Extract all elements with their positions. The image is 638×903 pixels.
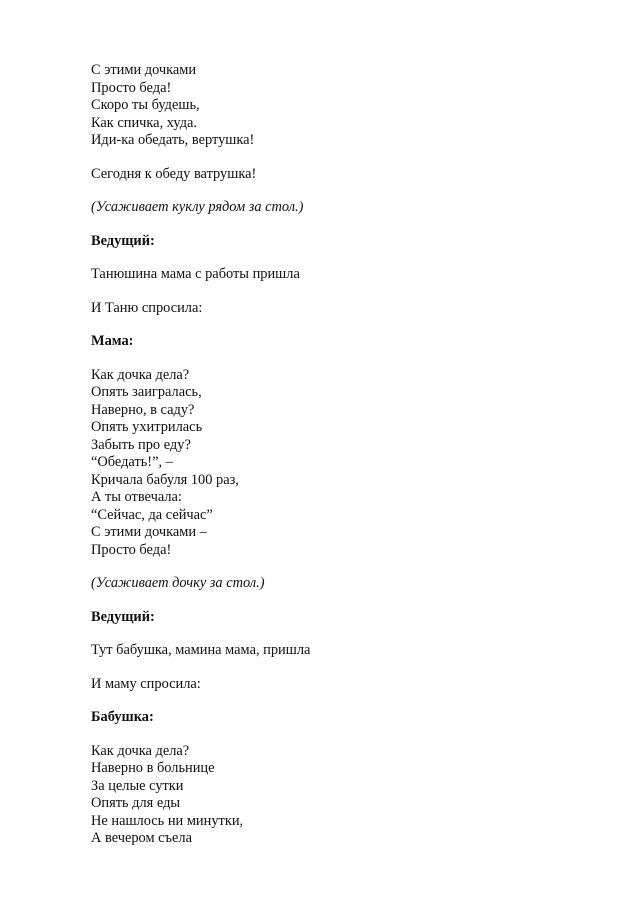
stage-direction: (Усаживает дочку за стол.) [91,575,265,591]
verse-line: Опять для еды [91,795,181,811]
narration-line: Танюшина мама с работы пришла [91,266,300,282]
speaker-label-mama: Мама: [91,333,134,349]
narration-line: Тут бабушка, мамина мама, пришла [91,642,311,658]
speaker-label-host: Ведущий: [91,232,155,249]
verse-line: Как спичка, худа. [91,114,198,131]
stage-direction: (Усаживает куклу рядом за стол.) [91,199,304,215]
narration-line: И маму спросила: [91,675,201,692]
verse-line: Опять ухитрилась [91,419,203,435]
verse-line: Забыть про еду? [91,436,191,453]
verse-line: С этими дочками [91,62,197,78]
verse-1 [91,62,591,150]
verse-line: Иди-ка обедать, вертушка! [91,132,255,148]
verse-line: “Сейчас, да сейчас” [91,506,213,523]
verse-line: Опять заигралась, [91,384,202,400]
verse-line: Просто беда! [91,541,172,558]
verse-line: Скоро ты будешь, [91,97,200,113]
verse-line: Кричала бабуля 100 раз, [91,471,239,488]
speaker-label-grandma: Бабушка: [91,709,154,725]
verse-line: А ты отвечала: [91,489,182,505]
verse-2 [91,367,591,560]
document-page [91,62,591,848]
verse-line: Наверно в больнице [91,760,215,776]
narration-line: И Таню спросила: [91,299,203,316]
verse-3 [91,743,591,848]
verse-line: За целые сутки [91,777,184,794]
verse-line: А вечером съела [91,830,192,846]
verse-line: Просто беда! [91,79,172,96]
verse-line: С этими дочками – [91,524,207,540]
verse-line: “Обедать!”, – [91,454,173,470]
speaker-label-host: Ведущий: [91,608,155,625]
verse-line: Не нашлось ни минутки, [91,812,244,829]
verse-line-vatrushka: Сегодня к обеду ватрушка! [91,165,257,182]
verse-line: Наверно, в саду? [91,401,195,418]
verse-line: Как дочка дела? [91,742,190,759]
verse-line: Как дочка дела? [91,366,190,383]
